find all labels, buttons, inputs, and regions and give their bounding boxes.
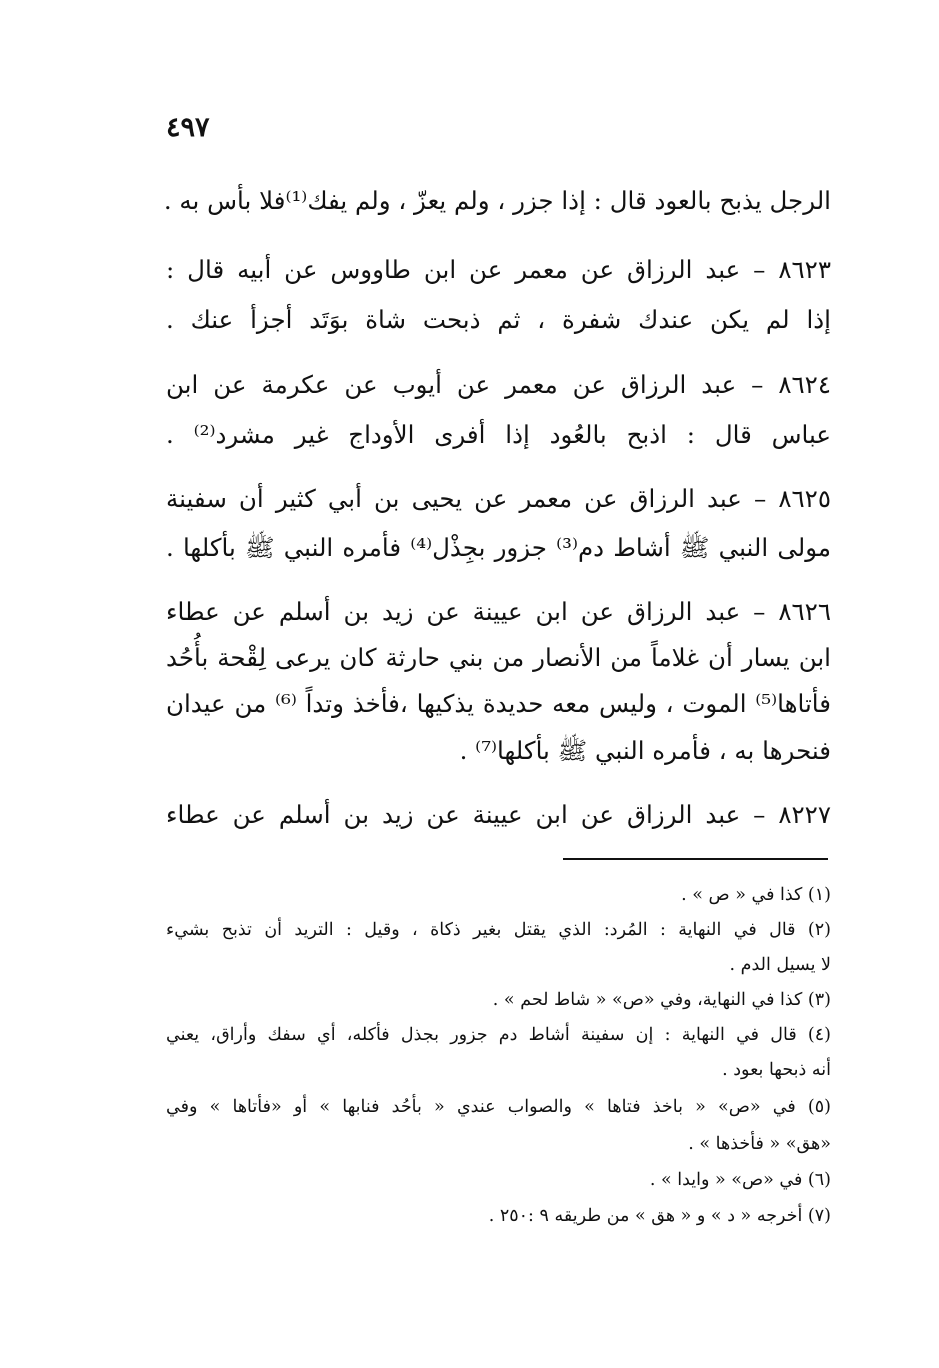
hadith-8625-line: ٨٦٢٥ – عبد الرزاق عن معمر عن يحيى بن أبي كثير أن سفينة [166, 484, 831, 513]
footnote-line: (١) كذا في « ص » . [681, 885, 831, 905]
hadith-8623-line: ٨٦٢٣ – عبد الرزاق عن معمر عن ابن طاووس عن أبيه قال : [166, 255, 831, 284]
footnote-line: (٦) في «ص» « وايدا » . [649, 1170, 831, 1190]
footnote-line: لا يسيل الدم . [729, 955, 831, 975]
hadith-8626-line: ٨٦٢٦ – عبد الرزاق عن ابن عيينة عن زيد بن أسلم عن عطاء [166, 597, 831, 626]
text-line: إذا لم يكن عندك شفرة ، ثم ذبحت شاة بوَتَد أجزأ عنك . [166, 305, 831, 334]
footnote-line: (٣) كذا في النهاية، وفي «ص» « شاط لحم » . [492, 990, 831, 1010]
hadith-8227-line: ٨٢٢٧ – عبد الرزاق عن ابن عيينة عن زيد بن أسلم عن عطاء [166, 800, 831, 829]
text-line: فأتاها⁽⁵⁾ الموت ، وليس معه حديدة يذكيها ،فأخذ وتداً ⁽⁶⁾ من عيدان [166, 689, 831, 718]
footnote-line: أنه ذبحها بعود . [722, 1060, 831, 1080]
footnote-line: (٤) قال في النهاية : إن سفينة أشاط دم جزور بجذل فأكله، أي سفك وأراق، يعني [166, 1025, 831, 1045]
footnote-line: (٢) قال في النهاية : المُرد: الذي يقتل بغير ذكاة ، وقيل : التريد أن تذبح بشيء [166, 920, 831, 940]
text-line: عباس قال : اذبح بالعُود إذا أفرى الأوداج غير مشرد⁽²⁾ . [166, 420, 831, 449]
text-line: الرجل يذبح بالعود قال : إذا جزر ، ولم يعزّ ، ولم يفك⁽¹⁾فلا بأس به . [163, 186, 831, 215]
text-line: فنحرها به ، فأمره النبي ﷺ بأكلها⁽⁷⁾ . [459, 736, 831, 765]
footnote-divider [563, 858, 828, 860]
footnote-line: (٥) في «ص» « باخذ فتاها » والصواب عندي « بأحُد فنابها » أو «فأتاها » وفي [166, 1097, 831, 1117]
footnote-line: (٧) أخرجه « د » و « هق » من طريقه ٩ :٢٥٠ . [488, 1206, 831, 1226]
text-line: ابن يسار أن غلاماً من الأنصار من بني حارثة كان يرعى لِقْحة بأُحُد [166, 643, 831, 672]
page-number: ٤٩٧ [166, 112, 210, 143]
footnote-line: «هق» « فأخذها » . [688, 1134, 831, 1154]
text-line: مولى النبي ﷺ أشاط دم⁽³⁾ جزور بجِذْل⁽⁴⁾ فأمره النبي ﷺ بأكلها . [166, 533, 831, 562]
hadith-8624-line: ٨٦٢٤ – عبد الرزاق عن معمر عن أيوب عن عكرمة عن ابن [166, 370, 831, 399]
